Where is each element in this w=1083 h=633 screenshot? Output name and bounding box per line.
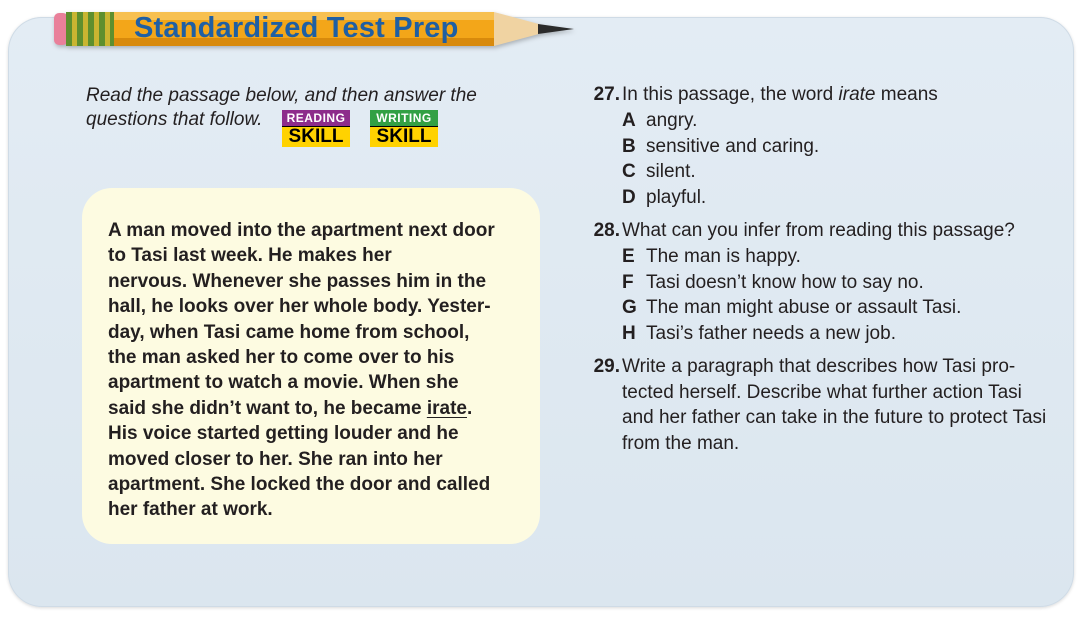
question-number: 27.	[593, 84, 620, 105]
page-title: Standardized Test Prep	[134, 12, 459, 44]
writing-badge-label: WRITING	[370, 110, 438, 126]
question-number: 29.	[593, 356, 620, 377]
question-number: 28.	[593, 220, 620, 241]
question-stem	[622, 82, 1054, 108]
option-letter: D	[622, 186, 636, 208]
option-letter: A	[622, 110, 636, 131]
option-text: silent.	[646, 161, 696, 182]
question-stem: What can you infer from reading this passage?	[622, 220, 1015, 241]
instructions-text: Read the passage below, and then answer the questions that follow.	[86, 85, 477, 130]
option-text: angry.	[646, 110, 698, 131]
reading-badge-label: READING	[282, 110, 350, 126]
option-letter: G	[622, 297, 637, 318]
option-text: Tasi’s father needs a new job.	[646, 322, 896, 344]
option-letter: F	[622, 271, 634, 293]
option-text: playful.	[646, 186, 707, 208]
answer-option-h[interactable]	[622, 321, 896, 346]
question-stem: Write a paragraph that describes how Tasi pro- tected herself. Describe what further action Tasi and her father can take in the future to protect Tasi from the man.	[622, 356, 1047, 454]
reading-skill-badge	[282, 110, 350, 146]
option-letter: B	[622, 135, 636, 157]
option-letter: E	[622, 246, 635, 267]
answer-option-c[interactable]	[622, 159, 696, 184]
option-text: Tasi doesn’t know how to say no.	[646, 271, 924, 293]
answer-option-e[interactable]	[622, 244, 801, 269]
option-text: The man might abuse or assault Tasi.	[646, 297, 962, 318]
passage-text-after: . His voice started getting louder and he moved closer to her. She ran into her apartment. She locked the door and called her father at work.	[108, 397, 491, 521]
pencil-header	[54, 7, 574, 51]
option-text: sensitive and caring.	[646, 135, 820, 157]
stem-text-end: means	[875, 84, 938, 105]
answer-option-f[interactable]	[622, 270, 924, 295]
reading-badge-skill: SKILL	[282, 126, 350, 147]
answer-option-d[interactable]	[622, 185, 706, 210]
underlined-word: irate	[426, 397, 467, 419]
writing-skill-badge	[370, 110, 438, 146]
passage-text	[108, 218, 518, 523]
stem-text: In this passage, the word	[622, 84, 839, 105]
option-letter: H	[622, 322, 636, 344]
passage-box	[82, 188, 540, 544]
answer-option-a[interactable]	[622, 108, 697, 133]
option-letter: C	[622, 161, 636, 182]
stem-italic-word: irate	[838, 84, 876, 105]
passage-text-before: A man moved into the apartment next door to Tasi last week. He makes her nervous. Whenever she passes him in the hall, he looks over her whole body. Yester- day, when Tasi came home from school, the man asked her to come over to his apartment to watch a movie. When she said she didn’t want to, he became	[108, 220, 495, 419]
writing-badge-skill: SKILL	[370, 126, 438, 147]
answer-option-g[interactable]	[622, 295, 961, 320]
option-text: The man is happy.	[646, 246, 801, 267]
answer-option-b[interactable]	[622, 134, 819, 159]
